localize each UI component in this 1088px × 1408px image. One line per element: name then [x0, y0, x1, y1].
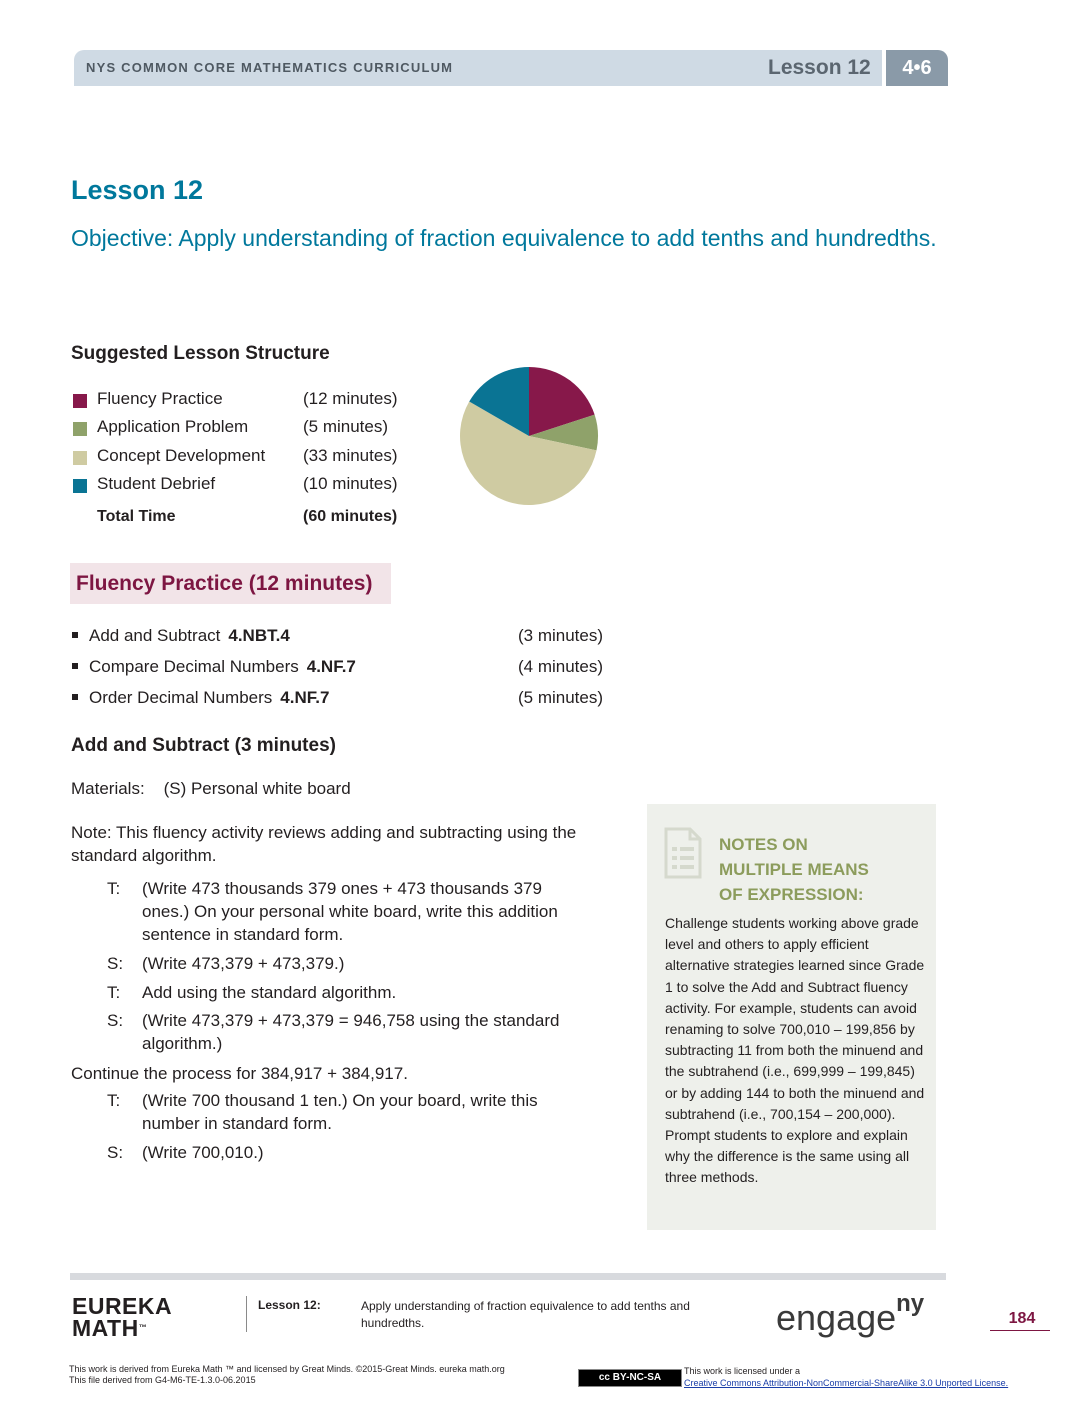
- dialog-text: (Write 700 thousand 1 ten.) On your board, write this number in standard form.: [142, 1091, 538, 1133]
- dialog-text: (Write 473 thousands 379 ones + 473 thousands 379 ones.) On your personal white board, write this addition sentence in standard form.: [142, 879, 558, 944]
- fluency-item-standard: 4.NF.7: [306, 657, 356, 676]
- notes-title-line: MULTIPLE MEANS: [719, 860, 869, 879]
- engage-text: engage: [776, 1297, 897, 1338]
- page-number: 184: [1008, 1310, 1036, 1327]
- dialog-speaker: S:: [107, 1143, 124, 1162]
- square-bullet-icon: [72, 632, 78, 638]
- grade-module-badge: 4•6: [886, 50, 948, 86]
- total-time-value: (60 minutes): [303, 508, 398, 525]
- structure-time: (12 minutes): [303, 389, 398, 408]
- logo-line: MATH: [72, 1315, 139, 1341]
- dialog-speaker: S:: [107, 1011, 124, 1030]
- logo-line: EUREKA: [72, 1293, 173, 1319]
- dialog-line: [107, 1141, 587, 1165]
- application-swatch: [73, 422, 87, 436]
- concept-swatch: [73, 451, 87, 465]
- fluency-item-standard: 4.NBT.4: [228, 626, 290, 645]
- cc-license-badge: [578, 1369, 682, 1387]
- page-number-rule: [990, 1330, 1050, 1331]
- debrief-swatch: [73, 479, 87, 493]
- engageny-logo: [776, 1290, 925, 1339]
- structure-time: (5 minutes): [303, 417, 389, 436]
- notes-body: Challenge students working above grade level and others to apply efficient alternative strategies learned since Grade 1 to solve the Add and Subtract fluency activity. For example, students can avoid renaming to solve 700,010 – 199,856 by subtracting 11 from both the minuend and the subtrahend (i.e., 699,999 – 199,845) or by adding 144 to both the minuend and subtrahend (i.e., 700,154 – 200,000). Prompt students to explore and explain why the difference is the same using all three methods.: [665, 915, 925, 1186]
- cc-badge-text: cc BY-NC-SA: [598, 1372, 662, 1383]
- square-bullet-icon: [72, 694, 78, 700]
- footer-lesson-label: Lesson 12:: [258, 1298, 321, 1312]
- fluency-item-text: Add and Subtract: [89, 626, 221, 645]
- fluency-item-time: (5 minutes): [518, 688, 604, 707]
- structure-time: (33 minutes): [303, 446, 398, 465]
- structure-label: Fluency Practice: [97, 389, 223, 408]
- fluency-item-time: (4 minutes): [518, 657, 604, 676]
- materials-line: Materials: (S) Personal white board: [71, 779, 351, 798]
- eureka-math-logo: [72, 1295, 172, 1339]
- activity-note: Note: This fluency activity reviews adding and subtracting using the standard algorithm.: [71, 823, 577, 865]
- fluency-heading: Fluency Practice (12 minutes): [76, 572, 373, 595]
- add-subtract-heading: Add and Subtract (3 minutes): [71, 735, 336, 756]
- dialog-line: [107, 1009, 587, 1057]
- dialog-text: (Write 473,379 + 473,379.): [142, 954, 345, 973]
- footer-rule: [70, 1273, 946, 1280]
- dialog-speaker: T:: [107, 983, 121, 1002]
- license-link[interactable]: Creative Commons Attribution-NonCommercial-ShareAlike 3.0 Unported License.: [684, 1378, 1009, 1388]
- notes-document-icon: [664, 827, 702, 879]
- fluency-item-text: Compare Decimal Numbers: [89, 657, 299, 676]
- curriculum-label: NYS COMMON CORE MATHEMATICS CURRICULUM: [86, 60, 454, 75]
- structure-label: Student Debrief: [97, 474, 216, 493]
- notes-title-line: OF EXPRESSION:: [719, 885, 864, 904]
- lesson-structure-pie: [458, 365, 600, 507]
- total-time-label: Total Time: [97, 508, 176, 525]
- dialog-speaker: T:: [107, 879, 121, 898]
- structure-time: (10 minutes): [303, 474, 398, 493]
- header-lesson-label: Lesson 12: [768, 56, 871, 79]
- notes-title: [719, 832, 869, 907]
- notes-title-line: NOTES ON: [719, 835, 808, 854]
- dialog-speaker: T:: [107, 1091, 121, 1110]
- dialog-line: [107, 981, 587, 1005]
- structure-label: Application Problem: [97, 417, 249, 436]
- footer-lesson-description: Apply understanding of fraction equivalence to add tenths and hundredths.: [361, 1299, 690, 1330]
- logo-trademark: ™: [138, 1323, 148, 1332]
- file-notice: This file derived from G4-M6-TE-1.3.0-06.2015: [69, 1375, 256, 1385]
- fluency-item-time: (3 minutes): [518, 626, 604, 645]
- ny-text: ny: [896, 1290, 925, 1317]
- dialog-line: [107, 1089, 587, 1137]
- footer-divider: [246, 1296, 247, 1332]
- page-title: Lesson 12: [71, 175, 204, 205]
- fluency-swatch: [73, 394, 87, 408]
- license-notice: This work is licensed under a: [684, 1366, 801, 1376]
- dialog-text: (Write 700,010.): [142, 1143, 264, 1162]
- dialog-line: [107, 877, 587, 947]
- structure-heading: Suggested Lesson Structure: [71, 343, 330, 364]
- fluency-item-standard: 4.NF.7: [280, 688, 330, 707]
- derived-notice: This work is derived from Eureka Math ™ and licensed by Great Minds. ©2015-Great Minds. eureka math.org: [69, 1364, 505, 1374]
- structure-label: Concept Development: [97, 446, 266, 465]
- square-bullet-icon: [72, 663, 78, 669]
- fluency-item-text: Order Decimal Numbers: [89, 688, 273, 707]
- continue-instruction: Continue the process for 384,917 + 384,917.: [71, 1064, 408, 1083]
- lesson-objective: Objective: Apply understanding of fraction equivalence to add tenths and hundredths.: [71, 225, 937, 251]
- dialog-text: (Write 473,379 + 473,379 = 946,758 using the standard algorithm.): [142, 1011, 560, 1053]
- dialog-line: [107, 952, 587, 976]
- dialog-speaker: S:: [107, 954, 124, 973]
- dialog-text: Add using the standard algorithm.: [142, 983, 397, 1002]
